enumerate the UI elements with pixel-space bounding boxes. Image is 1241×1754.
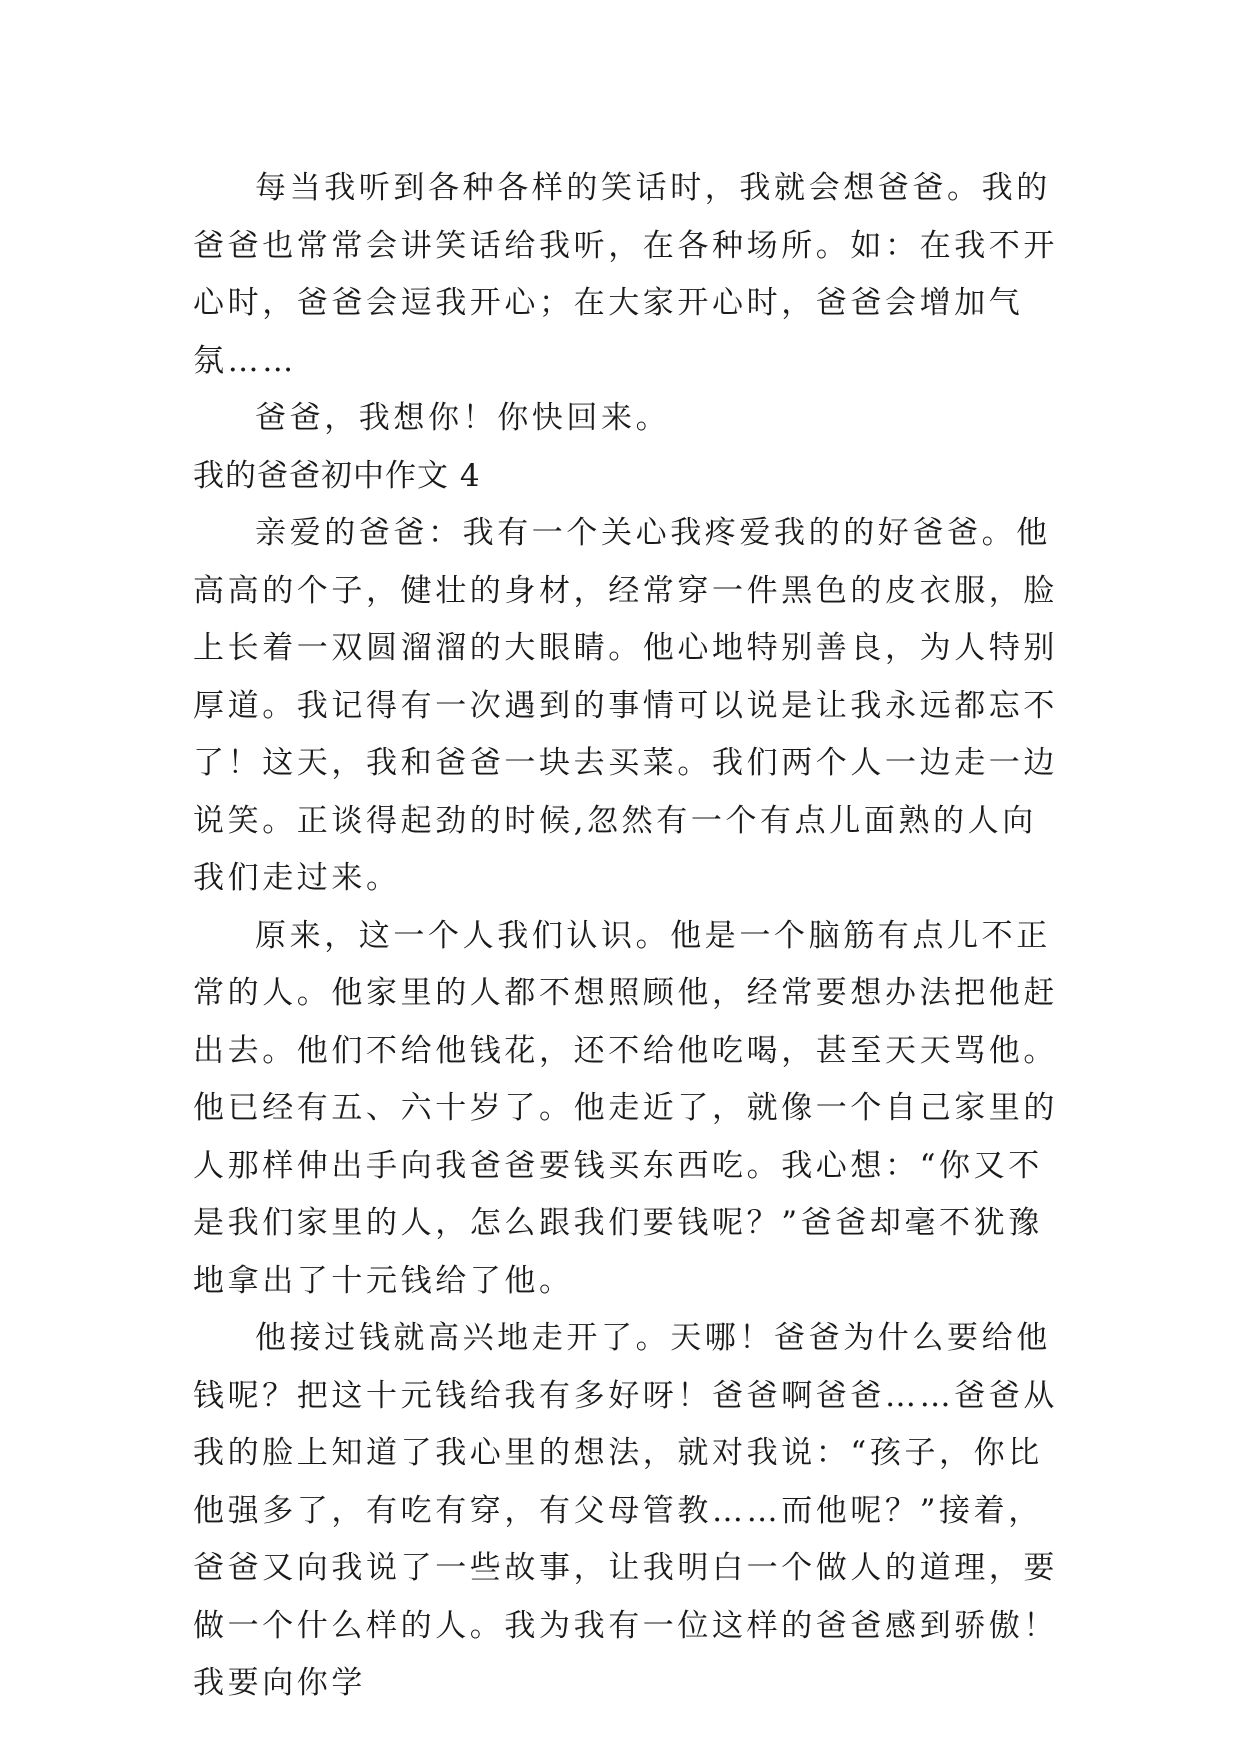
paragraph-dear-dad: 亲爱的爸爸：我有一个关心我疼爱我的的好爸爸。他高高的个子，健壮的身材，经常穿一件黑色的皮衣服，脸上长着一双圆溜溜的大眼睛。他心地特别善良，为人特别厚道。我记得有一次遇到的事情可以说是让我永远都忘不了！这天，我和爸爸一块去买菜。我们两个人一边走一边说笑。正谈得起劲的时候,忽然有一个有点儿面熟的人向我们走过来。 bbox=[193, 515, 1058, 896]
paragraph-jokes: 每当我听到各种各样的笑话时，我就会想爸爸。我的爸爸也常常会讲笑话给我听，在各种场所。如：在我不开心时，爸爸会逗我开心；在大家开心时，爸爸会增加气氛…… bbox=[193, 170, 1058, 379]
paragraph-lesson: 他接过钱就高兴地走开了。天哪！爸爸为什么要给他钱呢？把这十元钱给我有多好呀！爸爸啊爸爸……爸爸从我的脸上知道了我心里的想法，就对我说：“孩子，你比他强多了，有吃有穿，有父母管教……而他呢？”接着，爸爸又向我说了一些故事，让我明白一个做人的道理，要做一个什么样的人。我为我有一位这样的爸爸感到骄傲！我要向你学 bbox=[193, 1320, 1058, 1701]
paragraph-stranger: 原来，这一个人我们认识。他是一个脑筋有点儿不正常的人。他家里的人都不想照顾他，经常要想办法把他赶出去。他们不给他钱花，还不给他吃喝，甚至天天骂他。他已经有五、六十岁了。他走近了，就像一个自己家里的人那样伸出手向我爸爸要钱买东西吃。我心想：“你又不是我们家里的人，怎么跟我们要钱呢？”爸爸却毫不犹豫地拿出了十元钱给了他。 bbox=[193, 917, 1058, 1299]
document-body bbox=[193, 160, 1063, 1713]
paragraph-miss-you: 爸爸，我想你！你快回来。 bbox=[255, 400, 671, 436]
essay-heading: 我的爸爸初中作文 4 bbox=[193, 457, 481, 494]
